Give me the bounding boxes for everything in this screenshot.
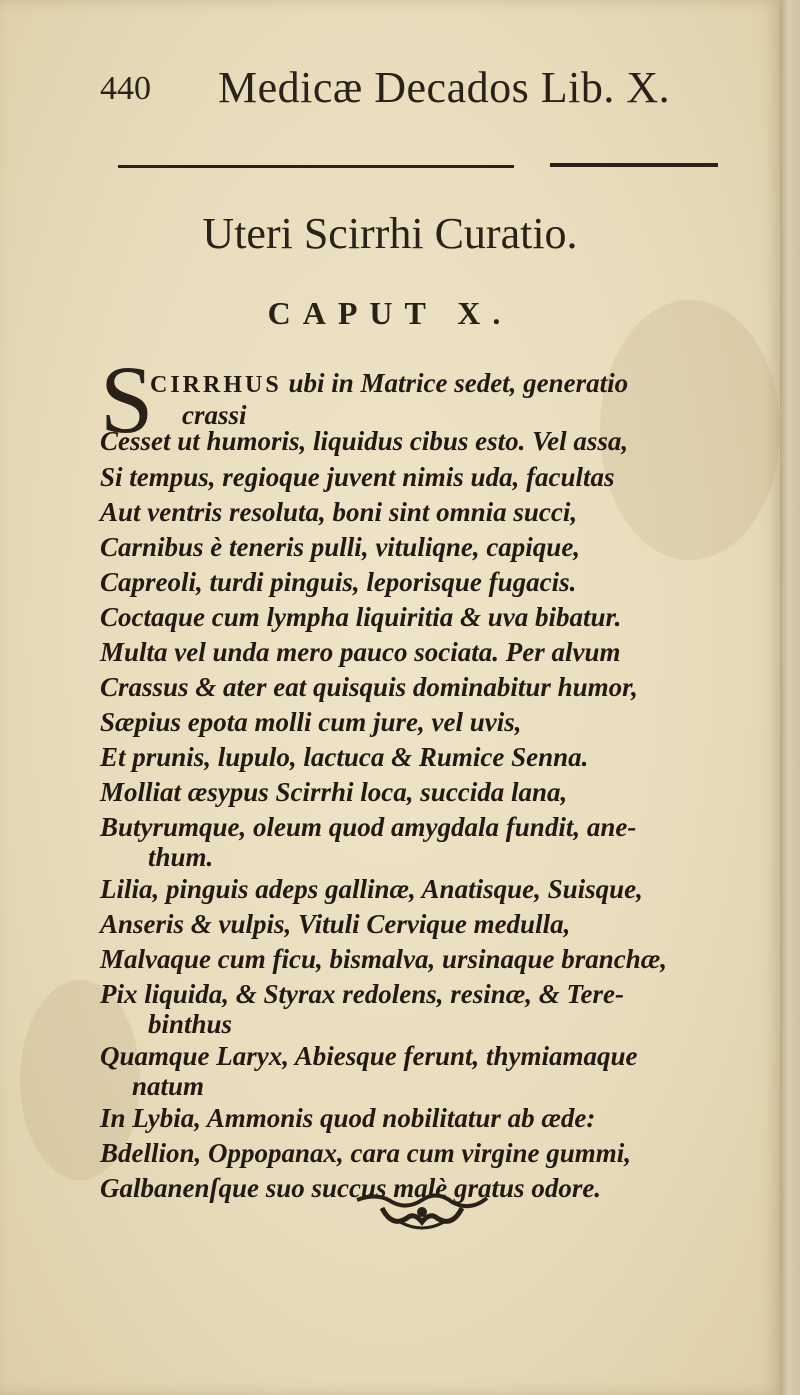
verse-line: Anseris & vulpis, Vituli Cervique medulla, — [100, 909, 571, 939]
verse-line: Malvaque cum ficu, bismalva, ursinaque branchæ, — [100, 944, 668, 974]
chapter-heading: CAPUT X. — [267, 295, 513, 331]
verse-line: Si tempus, regioque juvent nimis uda, facultas — [100, 462, 615, 492]
verse-line: Molliat æsypus Scirrhi loca, succida lana, — [100, 777, 568, 807]
verse-line: crassi — [182, 400, 247, 430]
verse-line: Galbanenſque suo succus malè gratus odore. — [100, 1173, 602, 1203]
verse-line: Aut ventris resoluta, boni sint omnia succi, — [100, 497, 578, 527]
fleuron-ornament-icon — [352, 1188, 492, 1238]
verse-line: In Lybia, Ammonis quod nobilitatur ab æde: — [100, 1103, 596, 1133]
verse-line: natum — [132, 1071, 205, 1101]
first-word-smallcaps: CIRRHUS — [150, 372, 282, 398]
verse-line: Capreoli, turdi pinguis, leporisque fugacis. — [100, 567, 577, 597]
verse-line: Et prunis, lupulo, lactuca & Rumice Senna. — [100, 742, 589, 772]
verse-line: binthus — [148, 1009, 233, 1039]
running-header — [100, 62, 720, 122]
page-number: 440 — [100, 70, 151, 107]
verse-line: Sæpius epota molli cum jure, vel uvis, — [100, 707, 522, 737]
header-rule-right — [550, 163, 718, 167]
page-edge — [780, 0, 800, 1395]
verse-line: Lilia, pinguis adeps gallinæ, Anatisque, Suisque, — [100, 874, 643, 904]
verse-line: Cesset ut humoris, liquidus cibus esto. Vel assa, — [100, 426, 629, 456]
verse-line: Butyrumque, oleum quod amygdala fundit, ane- — [100, 812, 637, 842]
drop-cap: S — [100, 346, 154, 453]
header-rule-left — [118, 165, 514, 168]
verse-line: Coctaque cum lympha liquiritia & uva bibatur. — [100, 602, 622, 632]
verse-line: Quamque Laryx, Abiesque ferunt, thymiamaque — [100, 1041, 638, 1071]
verse-line: Crassus & ater eat quisquis dominabitur humor, — [100, 672, 638, 702]
verse-line: Carnibus è teneris pulli, vituliqne, capique, — [100, 532, 581, 562]
verse-line: Bdellion, Oppopanax, cara cum virgine gummi, — [100, 1138, 632, 1168]
section-title: Uteri Scirrhi Curatio. — [202, 209, 578, 258]
verse-line: thum. — [148, 842, 214, 872]
verse-line: Pix liquida, & Styrax redolens, resinæ, & Tere- — [100, 979, 625, 1009]
verse-line: Multa vel unda mero pauco sociata. Per alvum — [100, 637, 621, 667]
running-title: Medicæ Decados Lib. X. — [218, 63, 671, 112]
verse-line: ubi in Matrice sedet, generatio — [281, 368, 629, 398]
verse-line-first — [150, 368, 628, 399]
